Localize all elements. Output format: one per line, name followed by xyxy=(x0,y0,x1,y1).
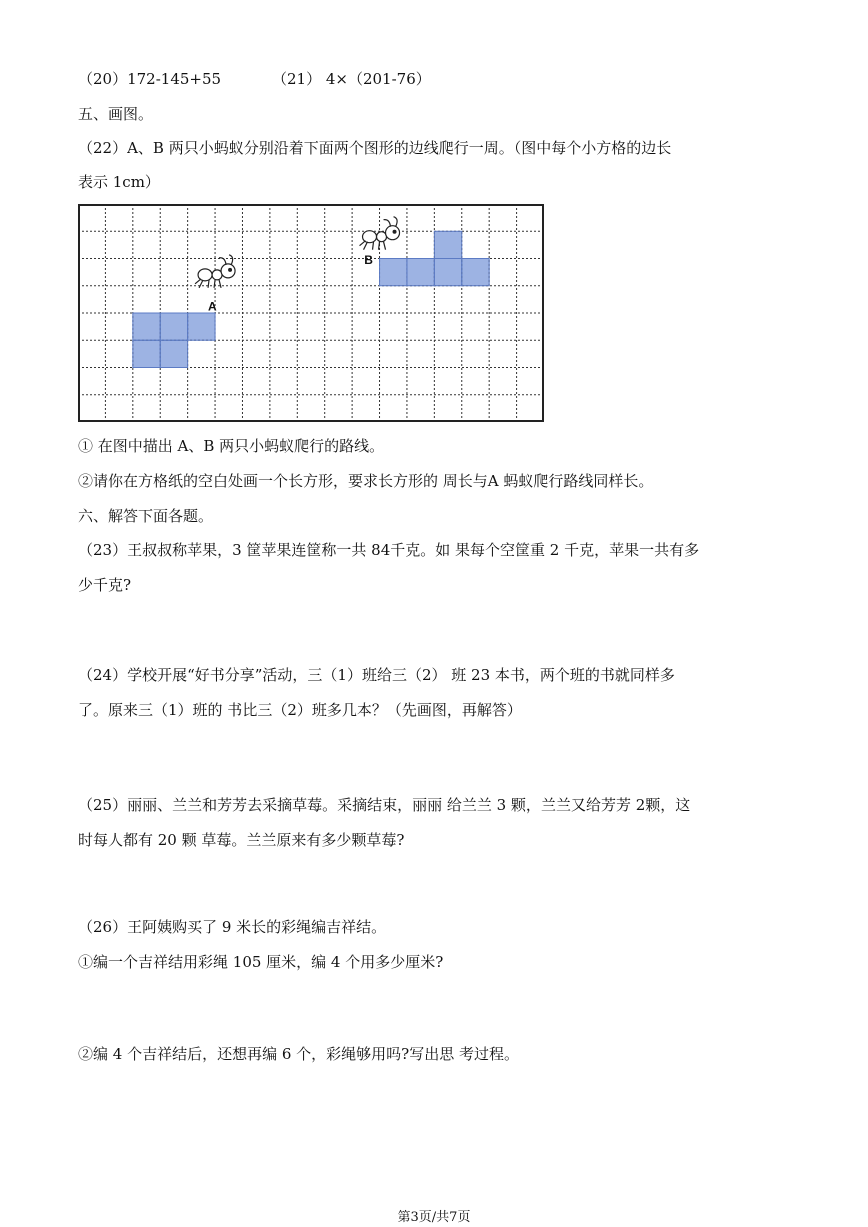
grid-figure xyxy=(78,204,544,422)
shape-a-cell xyxy=(133,340,160,367)
shape-a-cell xyxy=(188,313,215,340)
grid-svg xyxy=(78,204,544,422)
shape-b-cell xyxy=(380,259,407,286)
problem-22-task2: ②请你在方格纸的空白处画一个长方形，要求长方形的 周长与A 蚂蚁爬行路线同样长。 xyxy=(78,472,654,490)
problem-23-line2: 少千克? xyxy=(78,576,132,594)
problem-25-line2: 时每人都有 20 颗 草莓。兰兰原来有多少颗草莓? xyxy=(78,831,405,849)
section-5-heading: 五、画图。 xyxy=(78,105,154,123)
shape-a-cell xyxy=(133,313,160,340)
problem-20: （20）172-145+55 xyxy=(78,70,222,88)
label-b: B xyxy=(364,252,373,267)
shape-b-cell xyxy=(434,231,461,258)
problem-22-line1: （22）A、B 两只小蚂蚁分别沿着下面两个图形的边线爬行一周。（图中每个小方格的边长 xyxy=(78,139,672,157)
problem-25-line1: （25）丽丽、兰兰和芳芳去采摘草莓。采摘结束，丽丽 给兰兰 3 颗，兰兰又给芳芳 2颗，这 xyxy=(78,796,691,814)
problem-24-line1: （24）学校开展“好书分享”活动，三（1）班给三（2） 班 23 本书，两个班的书就同样多 xyxy=(78,666,675,684)
shape-b-cell xyxy=(407,259,434,286)
problem-23-line1: （23）王叔叔称苹果，3 筐苹果连筐称一共 84千克。如 果每个空筐重 2 千克，苹果一共有多 xyxy=(78,541,700,559)
shape-b-cell xyxy=(462,259,489,286)
ant-a-icon xyxy=(195,255,235,288)
problem-22-line2: 表示 1cm） xyxy=(78,173,160,191)
problem-26-line1: （26）王阿姨购买了 9 米长的彩绳编吉祥结。 xyxy=(78,918,387,936)
shape-b-cell xyxy=(434,259,461,286)
shape-a-cell xyxy=(160,313,187,340)
section-6-heading: 六、解答下面各题。 xyxy=(78,507,214,525)
problem-26-line3: ②编 4 个吉祥结后，还想再编 6 个，彩绳够用吗?写出思 考过程。 xyxy=(78,1045,519,1063)
problem-21: （21） 4×（201-76） xyxy=(272,70,431,88)
problem-22-task1: ① 在图中描出 A、B 两只小蚂蚁爬行的路线。 xyxy=(78,437,385,455)
shape-a-cell xyxy=(160,340,187,367)
page-number: 第3页/共7页 xyxy=(397,1210,471,1225)
problem-24-line2: 了。原来三（1）班的 书比三（2）班多几本？（先画图，再解答） xyxy=(78,701,522,719)
problem-26-line2: ①编一个吉祥结用彩绳 105 厘米，编 4 个用多少厘米? xyxy=(78,953,444,971)
label-a: A xyxy=(207,299,217,314)
